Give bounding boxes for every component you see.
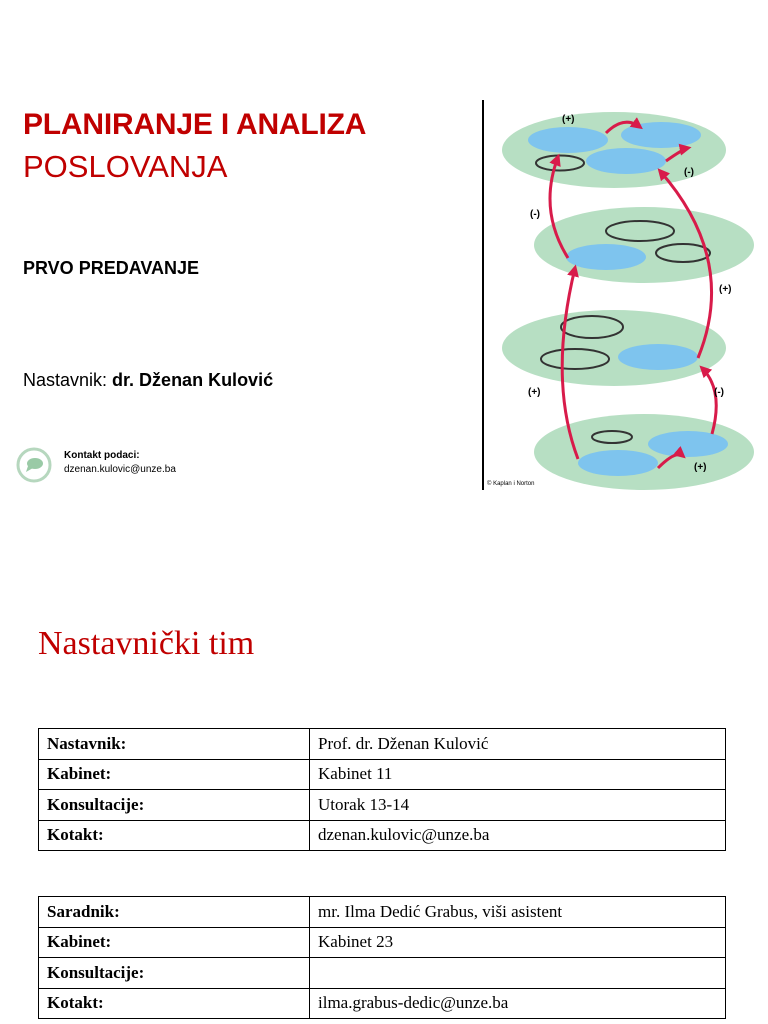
node xyxy=(621,122,701,148)
strategy-map-diagram xyxy=(488,100,758,495)
table-row xyxy=(39,927,726,958)
sign-label: (-) xyxy=(530,209,540,220)
table-value xyxy=(310,958,726,989)
level-3-ellipse xyxy=(502,310,726,386)
table-value: mr. Ilma Dedić Grabus, viši asistent xyxy=(310,897,726,928)
table-key: Kabinet: xyxy=(39,759,310,790)
sign-label: (-) xyxy=(714,387,724,398)
level-2-ellipse xyxy=(534,207,754,283)
node xyxy=(566,244,646,270)
table-key: Saradnik: xyxy=(39,897,310,928)
sign-label: (+) xyxy=(562,114,575,125)
node xyxy=(586,148,666,174)
diagram-credit: © Kaplan i Norton xyxy=(487,481,535,487)
contact-email: dzenan.kulovic@unze.ba xyxy=(64,464,176,475)
slide-subtitle: PRVO PREDAVANJE xyxy=(23,258,200,278)
table-row xyxy=(39,958,726,989)
assistant-info-table xyxy=(38,896,726,1019)
teacher-line xyxy=(23,370,273,391)
slide-title-line-1: PLANIRANJE I ANALIZA xyxy=(23,108,367,141)
table-key: Kotakt: xyxy=(39,988,310,1019)
sign-label: (+) xyxy=(694,462,707,473)
table-value: Kabinet 11 xyxy=(310,759,726,790)
table-row xyxy=(39,897,726,928)
section-heading: Nastavnički tim xyxy=(38,625,255,662)
table-value: Kabinet 23 xyxy=(310,927,726,958)
teacher-info-table xyxy=(38,728,726,851)
table-value: ilma.grabus-dedic@unze.ba xyxy=(310,988,726,1019)
slide-title-line-2: POSLOVANJA xyxy=(23,149,228,184)
table-key: Konsultacije: xyxy=(39,790,310,821)
table-value: dzenan.kulovic@unze.ba xyxy=(310,820,726,851)
table-key: Kabinet: xyxy=(39,927,310,958)
sign-label: (+) xyxy=(528,387,541,398)
table-key: Kotakt: xyxy=(39,820,310,851)
table-row xyxy=(39,820,726,851)
table-row xyxy=(39,790,726,821)
node xyxy=(528,127,608,153)
contact-title: Kontakt podaci: xyxy=(64,450,140,461)
vertical-divider xyxy=(482,100,484,490)
table-row xyxy=(39,759,726,790)
sign-label: (+) xyxy=(719,284,732,295)
teacher-label: Nastavnik: xyxy=(23,370,113,390)
table-row xyxy=(39,729,726,760)
table-key: Konsultacije: xyxy=(39,958,310,989)
table-value: Utorak 13-14 xyxy=(310,790,726,821)
node xyxy=(648,431,728,457)
teacher-name: dr. Dženan Kulović xyxy=(112,370,274,390)
node xyxy=(618,344,698,370)
table-row xyxy=(39,988,726,1019)
speech-bubble-icon xyxy=(16,447,52,483)
sign-label: (-) xyxy=(684,167,694,178)
node xyxy=(578,450,658,476)
table-value: Prof. dr. Dženan Kulović xyxy=(310,729,726,760)
table-key: Nastavnik: xyxy=(39,729,310,760)
